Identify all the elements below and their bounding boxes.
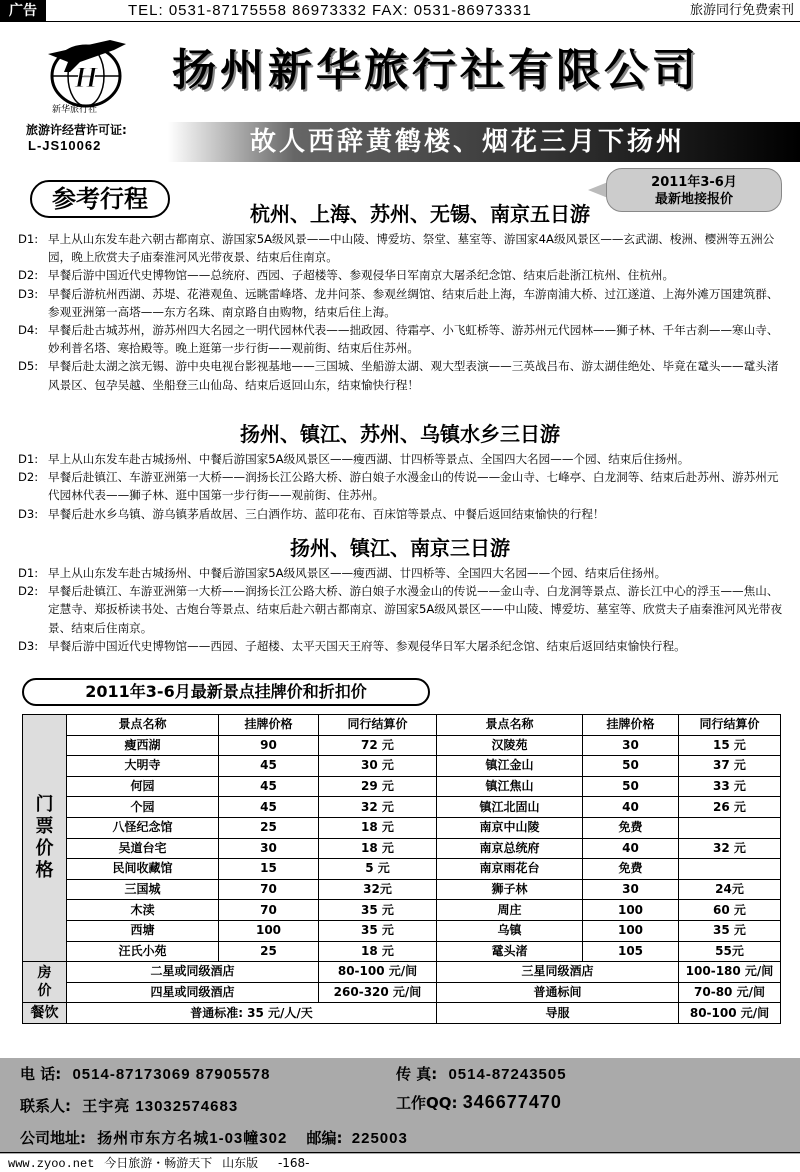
side-char: 房 [37,965,52,982]
table-cell: 汪氏小苑 [67,941,219,962]
top-bar [0,0,800,22]
table-cell: 镇江金山 [437,756,583,777]
table-row [23,838,781,859]
hotel-price: 100-180 元/间 [679,962,781,983]
page-number: -168- [277,1156,310,1170]
table-cell: 90 [219,735,319,756]
table-cell: 18 元 [319,817,437,838]
table-cell: 大明寺 [67,756,219,777]
side-char: 价 [35,838,54,860]
table-cell: 西塘 [67,920,219,941]
fax-row [396,1064,567,1085]
bubble-line-1: 2011年3-6月 [651,175,737,190]
table-cell: 60 元 [679,900,781,921]
table-row [23,735,781,756]
table-cell: 南京中山陵 [437,817,583,838]
column-header: 同行结算价 [679,715,781,736]
table-cell: 50 [583,776,679,797]
table-cell: 40 [583,797,679,818]
table-cell: 25 [219,941,319,962]
edition: 山东版 [222,1156,259,1170]
table-cell: 乌镇 [437,920,583,941]
table-row [23,817,781,838]
table-cell: 30 [219,838,319,859]
table-cell: 八怪纪念馆 [67,817,219,838]
qq-number: 346677470 [462,1092,562,1112]
ad-tag: 广告 [0,0,46,22]
table-cell: 40 [583,838,679,859]
table-header-row [23,715,781,736]
side-char: 门 [35,794,54,816]
table-row [23,859,781,880]
day-text: 早上从山东发车赴古城扬州、中餐后游国家5A级风景区——瘦西湖、廿四桥等景点、全国四大名园——个园、结束后住扬州。 [48,452,690,466]
table-cell: 三国城 [67,879,219,900]
contact-row [20,1096,238,1117]
qq-label: 工作QQ: [396,1094,458,1112]
route-title-2: 扬州、镇江、苏州、乌镇水乡三日游 [240,422,560,446]
guide-service: 导服 [437,1003,679,1024]
table-cell: 70 [219,900,319,921]
day-label: D1: [18,452,39,466]
table-cell: 镇江北固山 [437,797,583,818]
phone-numbers: 0514-87173069 87905578 [72,1066,271,1083]
side-char: 票 [35,816,54,838]
table-cell: 55元 [679,941,781,962]
column-header: 挂牌价格 [583,715,679,736]
hotel-type: 二星或同级酒店 [67,962,319,983]
hotel-price: 80-100 元/间 [319,962,437,983]
table-row [23,776,781,797]
table-cell: 100 [583,920,679,941]
table-cell: 民间收藏馆 [67,859,219,880]
table-cell: 30 [583,735,679,756]
itinerary-section-title: 参考行程 [30,180,170,218]
table-cell: 个园 [67,797,219,818]
column-header: 景点名称 [67,715,219,736]
table-cell: 瘦西湖 [67,735,219,756]
price-section-title: 2011年3-6月最新景点挂牌价和折扣价 [22,678,430,706]
table-cell: 26 元 [679,797,781,818]
table-row [23,900,781,921]
table-cell: 100 [583,900,679,921]
day-label: D1: [18,566,39,580]
day-item [18,266,788,284]
hotel-price-side-label [23,962,67,1003]
table-cell: 汉陵苑 [437,735,583,756]
table-cell: 南京总统府 [437,838,583,859]
phone-label: 电 话: [20,1065,62,1083]
hotel-type: 三星同级酒店 [437,962,679,983]
route-title-1: 杭州、上海、苏州、无锡、南京五日游 [250,202,590,226]
postcode-label: 邮编: [306,1129,343,1147]
table-cell: 35 元 [679,920,781,941]
day-item [18,505,788,523]
table-cell: 32 元 [679,838,781,859]
day-text: 早餐后游杭州西湖、苏堤、花港观鱼、远眺雷峰塔、龙井问茶、参观丝绸馆、结束后赴上海，车游南浦大桥、过江遂道、上海外滩万国建筑群、参观亚洲第一高塔——东方名珠、南京路自由购物，结束后住上海。 [48,286,779,319]
table-cell: 37 元 [679,756,781,777]
slogan: 故人西辞黄鹤楼、烟花三月下扬州 [250,127,686,157]
table-cell [679,817,781,838]
bubble-tail [588,182,608,198]
column-header: 同行结算价 [319,715,437,736]
contact-label: 联系人: [20,1097,71,1115]
day-label: D1: [18,232,39,246]
route-1-days [18,230,788,394]
fax-label: 传 真: [396,1065,438,1083]
table-cell: 周庄 [437,900,583,921]
day-item [18,450,788,468]
day-item [18,564,788,582]
day-item [18,637,788,655]
day-label: D3: [18,286,39,301]
day-item [18,321,788,357]
side-char: 格 [35,860,54,882]
fax-number: 0514-87243505 [448,1066,567,1083]
table-cell: 50 [583,756,679,777]
day-item [18,582,788,637]
table-cell: 狮子林 [437,879,583,900]
day-label: D3: [18,638,39,653]
table-cell: 镇江焦山 [437,776,583,797]
table-row [23,920,781,941]
license-number: L-JS10062 [28,138,102,153]
day-text: 早上从山东发车赴古城扬州、中餐后游国家5A级风景区——瘦西湖、廿四桥等、全国四大名园——个园、结束后住扬州。 [48,566,667,580]
qq-row [396,1092,562,1113]
table-cell: 35 元 [319,900,437,921]
svg-text:H: H [74,61,98,94]
day-text: 早餐后赴太湖之滨无锡、游中央电视台影视基地——三国城、坐船游太湖、观大型表演——三英战吕布、游太湖佳绝处、毕竟在鼋头——鼋头渚风景区、包孕吴越、坐船登三山仙岛、结束后返回山东，结束愉快行程！ [48,359,779,392]
table-cell: 25 [219,817,319,838]
day-text: 早餐后游中国近代史博物馆——西园、子超楼、太平天国天王府等、参观侵华日军大屠杀纪念馆、结束后返回结束愉快行程。 [48,638,686,653]
phone-row [20,1064,270,1085]
meal-standard: 普通标准: 35 元/人/天 [67,1003,437,1024]
table-cell: 何园 [67,776,219,797]
day-text: 早餐后赴镇江、车游亚洲第一大桥——润扬长江公路大桥、游白娘子水漫金山的传说——金山寺、白龙洞等景点、游长江中心的浮玉——焦山、定慧寺、郑扳桥读书处、古炮台等景点、结束后赴六朝古都南京、游国家5A级风景区——中山陵、博爱坊、墓室等、欣赏夫子庙秦淮河风光带夜景、结束后住南京。 [48,584,783,635]
day-text: 早餐后游中国近代史博物馆——总统府、西园、子超楼等、参观侵华日军南京大屠杀纪念馆、结束后赴浙江杭州、住杭州。 [48,268,675,283]
table-cell: 32 元 [319,797,437,818]
day-text: 早餐后赴镇江、车游亚洲第一大桥——润扬长江公路大桥、游白娘子水漫金山的传说——金山寺、七峰亭、白龙洞等、结束后赴苏州、游苏州元代园林代表——狮子林、逛中国第一步行街——观前街、住苏州。 [48,470,779,503]
table-cell: 35 元 [319,920,437,941]
table-cell: 32元 [319,879,437,900]
company-logo [40,32,132,112]
side-char: 价 [37,983,52,1000]
table-row [23,941,781,962]
day-label: D2: [18,470,39,485]
bubble-line-2: 最新地接报价 [654,192,733,207]
table-cell: 30 元 [319,756,437,777]
table-row [23,797,781,818]
meal-side-label: 餐饮 [23,1003,67,1024]
top-contact-line: TEL: 0531-87175558 86973332 FAX: 0531-86973331 [128,2,532,19]
column-header: 景点名称 [437,715,583,736]
route-2-days [18,450,788,523]
table-cell: 72 元 [319,735,437,756]
day-item [18,468,788,504]
day-label: D3: [18,506,39,521]
column-header: 挂牌价格 [219,715,319,736]
day-item [18,357,788,393]
route-title-3: 扬州、镇江、南京三日游 [290,536,510,560]
table-cell [679,859,781,880]
day-text: 早餐后赴古城苏州，游苏州四大名园之一明代园林代表——拙政园、待霜亭、小飞虹桥等、游苏州元代园林——狮子林、千年古刹——寒山寺、妙利普名塔、寒拾殿等。晚上逛第一步行街——观前街、结束后住苏州。 [48,323,779,356]
guide-price: 80-100 元/间 [679,1003,781,1024]
table-cell: 鼋头渚 [437,941,583,962]
day-label: D2: [18,268,39,283]
table-cell: 45 [219,776,319,797]
table-cell: 24元 [679,879,781,900]
meal-row [23,1003,781,1024]
table-cell: 45 [219,797,319,818]
free-copy-tag: 旅游同行免费索刊 [689,3,794,18]
table-row [23,879,781,900]
footer-slogan: 今日旅游・畅游天下 [104,1156,213,1170]
address: 扬州市东方名城1-03幢302 [97,1130,288,1147]
contact-person: 王宇亮 13032574683 [82,1098,239,1115]
hotel-row [23,962,781,983]
table-cell: 南京雨花台 [437,859,583,880]
day-item [18,230,788,266]
table-cell: 33 元 [679,776,781,797]
table-cell: 免费 [583,817,679,838]
ticket-price-side-label [23,715,67,962]
table-cell: 70 [219,879,319,900]
table-row [23,756,781,777]
table-cell: 30 [583,879,679,900]
table-cell: 100 [219,920,319,941]
day-text: 早上从山东发车赴六朝古都南京、游国家5A级风景——中山陵、博爱坊、祭堂、墓室等、游国家4A级风景区——玄武湖、梭洲、樱洲等五洲公园，晚上欣赏夫子庙秦淮河风光带夜景、结束后住南京。 [48,232,775,265]
table-cell: 18 元 [319,838,437,859]
license-label: 旅游许经营许可证: [26,123,127,137]
day-label: D2: [18,584,39,599]
table-cell: 吴道台宅 [67,838,219,859]
company-name: 扬州新华旅行社有限公司 [172,45,700,96]
route-3-days [18,564,788,655]
day-label: D4: [18,323,39,338]
table-cell: 免费 [583,859,679,880]
postcode: 225003 [351,1130,408,1147]
hotel-price: 70-80 元/间 [679,982,781,1003]
address-label: 公司地址: [20,1129,86,1147]
table-cell: 45 [219,756,319,777]
table-cell: 29 元 [319,776,437,797]
hotel-type: 普通标间 [437,982,679,1003]
day-item [18,285,788,321]
price-table [22,714,781,1024]
table-cell: 15 [219,859,319,880]
table-cell: 18 元 [319,941,437,962]
page-footer [0,1152,800,1172]
price-table-body [23,715,781,1024]
logo-caption: 新华旅行社 [52,105,98,115]
hotel-row [23,982,781,1003]
hotel-price: 260-320 元/间 [319,982,437,1003]
hotel-type: 四星或同级酒店 [67,982,319,1003]
table-cell: 木渎 [67,900,219,921]
table-cell: 15 元 [679,735,781,756]
website: www.zyoo.net [8,1157,95,1171]
day-label: D5: [18,359,39,374]
day-text: 早餐后赴水乡乌镇、游乌镇茅盾故居、三白酒作坊、蓝印花布、百床馆等景点、中餐后返回结束愉快的行程！ [48,506,605,521]
table-cell: 105 [583,941,679,962]
table-cell: 5 元 [319,859,437,880]
address-row [20,1128,408,1149]
